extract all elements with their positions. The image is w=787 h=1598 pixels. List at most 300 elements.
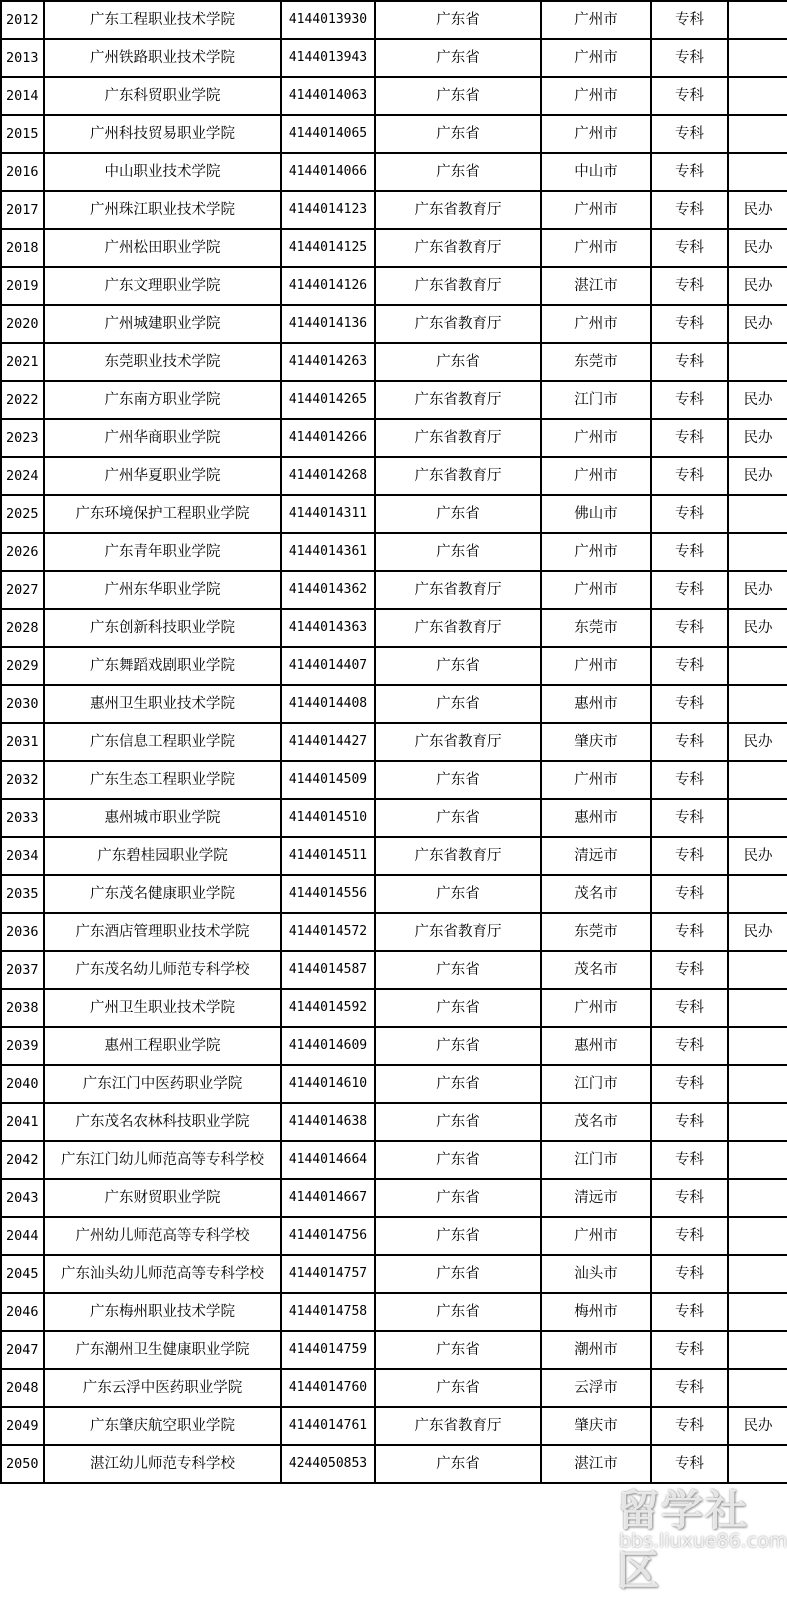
authority-cell: 广东省: [375, 685, 541, 723]
city-cell: 广州市: [541, 305, 651, 343]
school-code-cell: 4144013930: [281, 1, 375, 39]
table-row: [1, 39, 787, 77]
education-level-cell: 专科: [651, 1217, 728, 1255]
note-cell: [728, 1293, 787, 1331]
school-name-cell: 广州幼儿师范高等专科学校: [44, 1217, 281, 1255]
authority-cell: 广东省: [375, 1331, 541, 1369]
table-row: [1, 1065, 787, 1103]
school-code-cell: 4144014761: [281, 1407, 375, 1445]
school-code-cell: 4144014667: [281, 1179, 375, 1217]
authority-cell: 广东省: [375, 1217, 541, 1255]
table-row: [1, 229, 787, 267]
school-name-cell: 广东科贸职业学院: [44, 77, 281, 115]
school-name-cell: 广东环境保护工程职业学院: [44, 495, 281, 533]
school-name-cell: 广东酒店管理职业技术学院: [44, 913, 281, 951]
row-number-cell: 2029: [1, 647, 44, 685]
authority-cell: 广东省: [375, 1103, 541, 1141]
table-row: [1, 153, 787, 191]
education-level-cell: 专科: [651, 153, 728, 191]
school-name-cell: 广东南方职业学院: [44, 381, 281, 419]
row-number-cell: 2030: [1, 685, 44, 723]
authority-cell: 广东省教育厅: [375, 191, 541, 229]
school-code-cell: 4144014509: [281, 761, 375, 799]
table-row: [1, 1445, 787, 1483]
authority-cell: 广东省: [375, 761, 541, 799]
row-number-cell: 2040: [1, 1065, 44, 1103]
school-name-cell: 湛江幼儿师范专科学校: [44, 1445, 281, 1483]
watermark-url: bbs.liuxue86.com: [619, 1530, 787, 1552]
table-row: [1, 1103, 787, 1141]
school-name-cell: 广州科技贸易职业学院: [44, 115, 281, 153]
city-cell: 佛山市: [541, 495, 651, 533]
school-name-cell: 广州城建职业学院: [44, 305, 281, 343]
table-row: [1, 571, 787, 609]
school-name-cell: 广州铁路职业技术学院: [44, 39, 281, 77]
school-code-cell: 4244050853: [281, 1445, 375, 1483]
city-cell: 广州市: [541, 989, 651, 1027]
note-cell: [728, 1065, 787, 1103]
authority-cell: 广东省教育厅: [375, 381, 541, 419]
row-number-cell: 2027: [1, 571, 44, 609]
table-row: [1, 381, 787, 419]
row-number-cell: 2031: [1, 723, 44, 761]
city-cell: 江门市: [541, 381, 651, 419]
note-cell: [728, 685, 787, 723]
table-row: [1, 989, 787, 1027]
table-row: [1, 723, 787, 761]
education-level-cell: 专科: [651, 457, 728, 495]
city-cell: 惠州市: [541, 1027, 651, 1065]
school-name-cell: 广东碧桂园职业学院: [44, 837, 281, 875]
education-level-cell: 专科: [651, 343, 728, 381]
city-cell: 云浮市: [541, 1369, 651, 1407]
school-name-cell: 中山职业技术学院: [44, 153, 281, 191]
note-cell: [728, 533, 787, 571]
authority-cell: 广东省: [375, 1445, 541, 1483]
city-cell: 广州市: [541, 1, 651, 39]
row-number-cell: 2046: [1, 1293, 44, 1331]
education-level-cell: 专科: [651, 495, 728, 533]
education-level-cell: 专科: [651, 533, 728, 571]
school-code-cell: 4144014511: [281, 837, 375, 875]
table-row: [1, 647, 787, 685]
education-level-cell: 专科: [651, 1027, 728, 1065]
note-cell: [728, 761, 787, 799]
row-number-cell: 2017: [1, 191, 44, 229]
note-cell: [728, 153, 787, 191]
row-number-cell: 2023: [1, 419, 44, 457]
note-cell: [728, 647, 787, 685]
table-row: [1, 875, 787, 913]
authority-cell: 广东省: [375, 1293, 541, 1331]
city-cell: 茂名市: [541, 875, 651, 913]
education-level-cell: 专科: [651, 875, 728, 913]
table-row: [1, 77, 787, 115]
school-name-cell: 广东汕头幼儿师范高等专科学校: [44, 1255, 281, 1293]
table-body: [1, 1, 787, 1483]
authority-cell: 广东省教育厅: [375, 723, 541, 761]
row-number-cell: 2019: [1, 267, 44, 305]
table-row: [1, 951, 787, 989]
note-cell: 民办: [728, 837, 787, 875]
education-level-cell: 专科: [651, 837, 728, 875]
school-code-cell: 4144014756: [281, 1217, 375, 1255]
note-cell: [728, 1331, 787, 1369]
school-name-cell: 广东江门中医药职业学院: [44, 1065, 281, 1103]
row-number-cell: 2016: [1, 153, 44, 191]
row-number-cell: 2033: [1, 799, 44, 837]
row-number-cell: 2018: [1, 229, 44, 267]
authority-cell: 广东省: [375, 153, 541, 191]
table-row: [1, 457, 787, 495]
education-level-cell: 专科: [651, 1, 728, 39]
city-cell: 肇庆市: [541, 1407, 651, 1445]
education-level-cell: 专科: [651, 951, 728, 989]
authority-cell: 广东省: [375, 1179, 541, 1217]
education-level-cell: 专科: [651, 685, 728, 723]
row-number-cell: 2042: [1, 1141, 44, 1179]
row-number-cell: 2021: [1, 343, 44, 381]
city-cell: 清远市: [541, 1179, 651, 1217]
school-name-cell: 广州松田职业学院: [44, 229, 281, 267]
school-name-cell: 广东创新科技职业学院: [44, 609, 281, 647]
authority-cell: 广东省: [375, 77, 541, 115]
city-cell: 清远市: [541, 837, 651, 875]
city-cell: 肇庆市: [541, 723, 651, 761]
note-cell: [728, 1141, 787, 1179]
authority-cell: 广东省: [375, 495, 541, 533]
authority-cell: 广东省教育厅: [375, 609, 541, 647]
note-cell: [728, 1445, 787, 1483]
school-code-cell: 4144014123: [281, 191, 375, 229]
education-level-cell: 专科: [651, 1369, 728, 1407]
note-cell: 民办: [728, 723, 787, 761]
city-cell: 江门市: [541, 1141, 651, 1179]
table-row: [1, 343, 787, 381]
row-number-cell: 2020: [1, 305, 44, 343]
table-row: [1, 1, 787, 39]
education-level-cell: 专科: [651, 913, 728, 951]
table-row: [1, 1027, 787, 1065]
note-cell: [728, 1255, 787, 1293]
table-row: [1, 115, 787, 153]
school-code-cell: 4144014311: [281, 495, 375, 533]
city-cell: 东莞市: [541, 609, 651, 647]
city-cell: 东莞市: [541, 343, 651, 381]
row-number-cell: 2038: [1, 989, 44, 1027]
watermark: [615, 1478, 787, 1595]
school-name-cell: 广东工程职业技术学院: [44, 1, 281, 39]
city-cell: 湛江市: [541, 1445, 651, 1483]
row-number-cell: 2035: [1, 875, 44, 913]
city-cell: 广州市: [541, 229, 651, 267]
row-number-cell: 2013: [1, 39, 44, 77]
row-number-cell: 2047: [1, 1331, 44, 1369]
school-code-cell: 4144014065: [281, 115, 375, 153]
authority-cell: 广东省教育厅: [375, 305, 541, 343]
education-level-cell: 专科: [651, 1255, 728, 1293]
note-cell: [728, 1179, 787, 1217]
education-level-cell: 专科: [651, 761, 728, 799]
city-cell: 广州市: [541, 419, 651, 457]
table-row: [1, 1407, 787, 1445]
school-code-cell: 4144014408: [281, 685, 375, 723]
school-code-cell: 4144014609: [281, 1027, 375, 1065]
school-code-cell: 4144014587: [281, 951, 375, 989]
school-code-cell: 4144013943: [281, 39, 375, 77]
school-code-cell: 4144014265: [281, 381, 375, 419]
authority-cell: 广东省: [375, 1369, 541, 1407]
school-name-cell: 广州华夏职业学院: [44, 457, 281, 495]
note-cell: [728, 343, 787, 381]
authority-cell: 广东省: [375, 1, 541, 39]
row-number-cell: 2036: [1, 913, 44, 951]
city-cell: 广州市: [541, 457, 651, 495]
school-code-cell: 4144014362: [281, 571, 375, 609]
city-cell: 广州市: [541, 39, 651, 77]
note-cell: 民办: [728, 419, 787, 457]
row-number-cell: 2048: [1, 1369, 44, 1407]
authority-cell: 广东省: [375, 875, 541, 913]
row-number-cell: 2012: [1, 1, 44, 39]
school-code-cell: 4144014664: [281, 1141, 375, 1179]
authority-cell: 广东省: [375, 533, 541, 571]
authority-cell: 广东省: [375, 1255, 541, 1293]
row-number-cell: 2049: [1, 1407, 44, 1445]
school-code-cell: 4144014136: [281, 305, 375, 343]
city-cell: 中山市: [541, 153, 651, 191]
school-code-cell: 4144014638: [281, 1103, 375, 1141]
table-row: [1, 1293, 787, 1331]
school-code-cell: 4144014363: [281, 609, 375, 647]
school-name-cell: 广州华商职业学院: [44, 419, 281, 457]
city-cell: 惠州市: [541, 685, 651, 723]
city-cell: 潮州市: [541, 1331, 651, 1369]
education-level-cell: 专科: [651, 1445, 728, 1483]
authority-cell: 广东省教育厅: [375, 837, 541, 875]
city-cell: 惠州市: [541, 799, 651, 837]
note-cell: [728, 1103, 787, 1141]
authority-cell: 广东省: [375, 39, 541, 77]
education-level-cell: 专科: [651, 1407, 728, 1445]
school-name-cell: 广东茂名幼儿师范专科学校: [44, 951, 281, 989]
note-cell: 民办: [728, 191, 787, 229]
note-cell: 民办: [728, 609, 787, 647]
authority-cell: 广东省: [375, 1141, 541, 1179]
table-row: [1, 837, 787, 875]
school-name-cell: 广东文理职业学院: [44, 267, 281, 305]
education-level-cell: 专科: [651, 115, 728, 153]
city-cell: 广州市: [541, 647, 651, 685]
authority-cell: 广东省: [375, 1065, 541, 1103]
city-cell: 梅州市: [541, 1293, 651, 1331]
row-number-cell: 2028: [1, 609, 44, 647]
education-level-cell: 专科: [651, 723, 728, 761]
note-cell: [728, 989, 787, 1027]
education-level-cell: 专科: [651, 1141, 728, 1179]
note-cell: 民办: [728, 913, 787, 951]
school-code-cell: 4144014063: [281, 77, 375, 115]
education-level-cell: 专科: [651, 647, 728, 685]
city-cell: 广州市: [541, 115, 651, 153]
watermark-logo-text: 留学社区: [617, 1486, 750, 1595]
school-name-cell: 广东云浮中医药职业学院: [44, 1369, 281, 1407]
table-row: [1, 1141, 787, 1179]
note-cell: [728, 951, 787, 989]
school-name-cell: 惠州城市职业学院: [44, 799, 281, 837]
education-level-cell: 专科: [651, 39, 728, 77]
school-code-cell: 4144014407: [281, 647, 375, 685]
table-row: [1, 533, 787, 571]
authority-cell: 广东省: [375, 951, 541, 989]
city-cell: 广州市: [541, 761, 651, 799]
authority-cell: 广东省: [375, 1027, 541, 1065]
row-number-cell: 2037: [1, 951, 44, 989]
education-level-cell: 专科: [651, 1065, 728, 1103]
row-number-cell: 2024: [1, 457, 44, 495]
education-level-cell: 专科: [651, 571, 728, 609]
school-name-cell: 广东财贸职业学院: [44, 1179, 281, 1217]
school-code-cell: 4144014126: [281, 267, 375, 305]
row-number-cell: 2050: [1, 1445, 44, 1483]
education-level-cell: 专科: [651, 1103, 728, 1141]
note-cell: [728, 1027, 787, 1065]
education-level-cell: 专科: [651, 1293, 728, 1331]
row-number-cell: 2032: [1, 761, 44, 799]
authority-cell: 广东省教育厅: [375, 457, 541, 495]
table-row: [1, 1255, 787, 1293]
school-name-cell: 惠州卫生职业技术学院: [44, 685, 281, 723]
school-name-cell: 广东青年职业学院: [44, 533, 281, 571]
row-number-cell: 2039: [1, 1027, 44, 1065]
city-cell: 东莞市: [541, 913, 651, 951]
school-name-cell: 广东舞蹈戏剧职业学院: [44, 647, 281, 685]
school-code-cell: 4144014757: [281, 1255, 375, 1293]
school-name-cell: 广东潮州卫生健康职业学院: [44, 1331, 281, 1369]
note-cell: [728, 115, 787, 153]
city-cell: 汕头市: [541, 1255, 651, 1293]
school-name-cell: 广东肇庆航空职业学院: [44, 1407, 281, 1445]
note-cell: 民办: [728, 267, 787, 305]
table-row: [1, 761, 787, 799]
table-row: [1, 609, 787, 647]
authority-cell: 广东省: [375, 799, 541, 837]
school-code-cell: 4144014427: [281, 723, 375, 761]
note-cell: 民办: [728, 305, 787, 343]
school-name-cell: 惠州工程职业学院: [44, 1027, 281, 1065]
table-row: [1, 305, 787, 343]
row-number-cell: 2022: [1, 381, 44, 419]
table-row: [1, 1179, 787, 1217]
education-level-cell: 专科: [651, 381, 728, 419]
education-level-cell: 专科: [651, 419, 728, 457]
authority-cell: 广东省教育厅: [375, 571, 541, 609]
school-name-cell: 广东梅州职业技术学院: [44, 1293, 281, 1331]
education-level-cell: 专科: [651, 1179, 728, 1217]
city-cell: 广州市: [541, 191, 651, 229]
school-code-cell: 4144014556: [281, 875, 375, 913]
school-name-cell: 广东茂名农林科技职业学院: [44, 1103, 281, 1141]
note-cell: [728, 77, 787, 115]
city-cell: 广州市: [541, 571, 651, 609]
authority-cell: 广东省教育厅: [375, 229, 541, 267]
education-level-cell: 专科: [651, 609, 728, 647]
note-cell: 民办: [728, 1407, 787, 1445]
authority-cell: 广东省: [375, 989, 541, 1027]
row-number-cell: 2025: [1, 495, 44, 533]
row-number-cell: 2045: [1, 1255, 44, 1293]
authority-cell: 广东省教育厅: [375, 419, 541, 457]
school-name-cell: 广东江门幼儿师范高等专科学校: [44, 1141, 281, 1179]
city-cell: 江门市: [541, 1065, 651, 1103]
city-cell: 茂名市: [541, 951, 651, 989]
school-code-cell: 4144014266: [281, 419, 375, 457]
note-cell: [728, 39, 787, 77]
school-code-cell: 4144014510: [281, 799, 375, 837]
row-number-cell: 2034: [1, 837, 44, 875]
note-cell: [728, 1369, 787, 1407]
table-row: [1, 1217, 787, 1255]
school-code-cell: 4144014572: [281, 913, 375, 951]
table-row: [1, 685, 787, 723]
school-code-cell: 4144014066: [281, 153, 375, 191]
education-level-cell: 专科: [651, 305, 728, 343]
city-cell: 茂名市: [541, 1103, 651, 1141]
note-cell: [728, 875, 787, 913]
education-level-cell: 专科: [651, 1331, 728, 1369]
note-cell: [728, 1, 787, 39]
school-code-cell: 4144014268: [281, 457, 375, 495]
authority-cell: 广东省教育厅: [375, 913, 541, 951]
table-row: [1, 495, 787, 533]
school-code-cell: 4144014759: [281, 1331, 375, 1369]
school-name-cell: 广州东华职业学院: [44, 571, 281, 609]
school-code-cell: 4144014758: [281, 1293, 375, 1331]
school-name-cell: 广东生态工程职业学院: [44, 761, 281, 799]
school-name-cell: 广东茂名健康职业学院: [44, 875, 281, 913]
note-cell: 民办: [728, 229, 787, 267]
note-cell: 民办: [728, 457, 787, 495]
city-cell: 广州市: [541, 533, 651, 571]
note-cell: [728, 799, 787, 837]
table-row: [1, 267, 787, 305]
table-row: [1, 1369, 787, 1407]
table-row: [1, 419, 787, 457]
city-cell: 湛江市: [541, 267, 651, 305]
education-level-cell: 专科: [651, 191, 728, 229]
note-cell: [728, 1217, 787, 1255]
school-code-cell: 4144014592: [281, 989, 375, 1027]
row-number-cell: 2015: [1, 115, 44, 153]
table-row: [1, 913, 787, 951]
row-number-cell: 2026: [1, 533, 44, 571]
city-cell: 广州市: [541, 1217, 651, 1255]
table-row: [1, 799, 787, 837]
row-number-cell: 2044: [1, 1217, 44, 1255]
note-cell: 民办: [728, 381, 787, 419]
city-cell: 广州市: [541, 77, 651, 115]
row-number-cell: 2014: [1, 77, 44, 115]
authority-cell: 广东省教育厅: [375, 1407, 541, 1445]
table-row: [1, 1331, 787, 1369]
school-name-cell: 广东信息工程职业学院: [44, 723, 281, 761]
authority-cell: 广东省: [375, 647, 541, 685]
authority-cell: 广东省: [375, 343, 541, 381]
school-code-cell: 4144014263: [281, 343, 375, 381]
school-code-cell: 4144014610: [281, 1065, 375, 1103]
authority-cell: 广东省: [375, 115, 541, 153]
row-number-cell: 2043: [1, 1179, 44, 1217]
